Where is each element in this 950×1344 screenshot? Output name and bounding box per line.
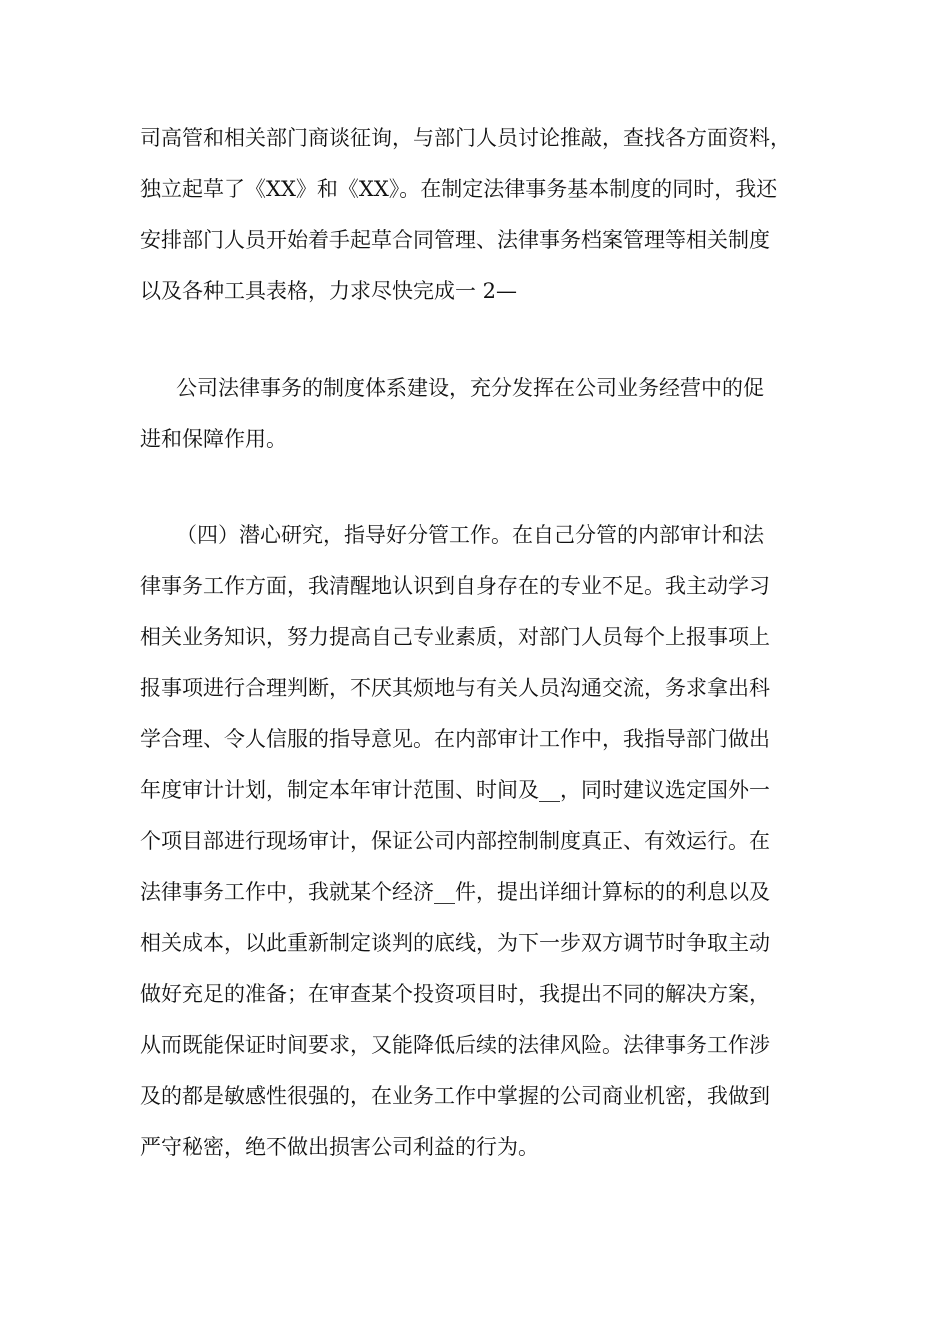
paragraph-3-line-8: 法律事务工作中，我就某个经济__件，提出详细计算标的的利息以及 (140, 880, 770, 904)
paragraph-3-line-10: 做好充足的准备；在审查某个投资项目时，我提出不同的解决方案， (140, 982, 770, 1006)
paragraph-3-line-5: 学合理、令人信服的指导意见。在内部审计工作中，我指导部门做出 (140, 727, 770, 751)
paragraph-3-line-1: （四）潜心研究，指导好分管工作。在自己分管的内部审计和法 (176, 523, 764, 547)
paragraph-3-line-9: 相关成本，以此重新制定谈判的底线，为下一步双方调节时争取主动 (140, 931, 770, 955)
paragraph-3-line-4: 报事项进行合理判断，不厌其烦地与有关人员沟通交流，务求拿出科 (140, 676, 770, 700)
paragraph-1-line-4: 以及各种工具表格，力求尽快完成一 2— (140, 279, 518, 303)
paragraph-2-line-2: 进和保障作用。 (140, 427, 287, 451)
paragraph-2-line-1: 公司法律事务的制度体系建设，充分发挥在公司业务经营中的促 (176, 376, 764, 400)
paragraph-3-line-12: 及的都是敏感性很强的，在业务工作中掌握的公司商业机密，我做到 (140, 1084, 770, 1108)
paragraph-3-line-13: 严守秘密，绝不做出损害公司利益的行为。 (140, 1135, 539, 1159)
paragraph-1-line-1: 司高管和相关部门商谈征询，与部门人员讨论推敲，查找各方面资料， (140, 126, 791, 150)
paragraph-3-line-2: 律事务工作方面，我清醒地认识到自身存在的专业不足。我主动学习 (140, 574, 770, 598)
paragraph-1-line-3: 安排部门人员开始着手起草合同管理、法律事务档案管理等相关制度 (140, 228, 770, 252)
paragraph-3-line-6: 年度审计计划，制定本年审计范围、时间及__，同时建议选定国外一 (140, 778, 770, 802)
paragraph-3-line-3: 相关业务知识，努力提高自己专业素质，对部门人员每个上报事项上 (140, 625, 770, 649)
paragraph-1-line-2: 独立起草了《XX》和《XX》。在制定法律事务基本制度的同时，我还 (140, 177, 778, 201)
paragraph-3-line-11: 从而既能保证时间要求，又能降低后续的法律风险。法律事务工作涉 (140, 1033, 770, 1057)
paragraph-3-line-7: 个项目部进行现场审计，保证公司内部控制制度真正、有效运行。在 (140, 829, 770, 853)
